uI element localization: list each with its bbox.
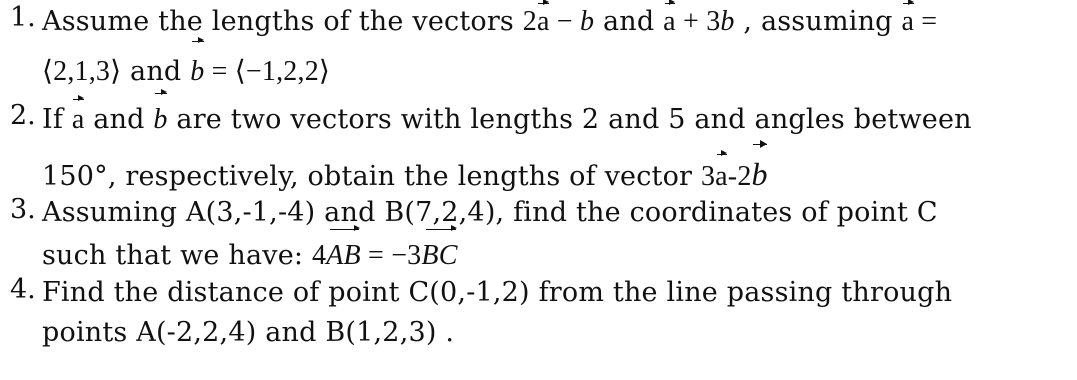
vector-a: a xyxy=(901,2,914,42)
problem-number: 2. xyxy=(10,100,36,131)
math: + 3 xyxy=(675,6,721,37)
vector-b: b xyxy=(190,46,204,98)
problem-4 xyxy=(8,274,952,354)
math: − xyxy=(549,6,581,37)
problem-number: 4. xyxy=(10,274,36,305)
text: Find the distance of point C(0,-1,2) from the line passing through xyxy=(42,277,953,308)
text: and xyxy=(84,104,154,135)
vector-b: b xyxy=(580,2,594,42)
problem-1 xyxy=(8,2,937,92)
math: 2 xyxy=(522,6,537,37)
problem-number: 3. xyxy=(10,194,36,225)
math: -2 xyxy=(727,161,752,192)
problem-2-line-2 xyxy=(42,150,972,194)
math: = xyxy=(914,6,938,37)
text: , assuming xyxy=(734,6,902,37)
text: If xyxy=(42,104,72,135)
vector-b: b xyxy=(720,2,734,42)
text: Assuming A(3,-1,-4) and B(7,2,4), find the coordinates of point C xyxy=(42,197,938,228)
text: and xyxy=(121,56,191,87)
math: 4 xyxy=(311,240,327,271)
text: Assume the lengths of the vectors xyxy=(42,6,523,37)
problem-4-line-1 xyxy=(42,274,952,312)
math: 3 xyxy=(700,161,716,192)
text: such that we have: xyxy=(42,240,312,271)
vector-b: b xyxy=(153,98,167,142)
problem-2-line-1 xyxy=(42,98,972,150)
vector-a: a xyxy=(715,153,728,201)
vector-ab: AB xyxy=(326,234,361,278)
problem-1-line-2 xyxy=(42,46,937,92)
text: points A(-2,2,4) and B(1,2,3) . xyxy=(42,317,455,348)
vector-b: b xyxy=(752,150,768,198)
text: and xyxy=(594,6,664,37)
text: 150°, respectively, obtain the lengths of vector xyxy=(42,161,701,192)
problem-1-line-1 xyxy=(42,2,937,46)
problem-4-line-2 xyxy=(42,312,952,354)
vector-bc: BC xyxy=(421,234,457,278)
problem-number: 1. xyxy=(10,2,36,33)
math: ⟨2,1,3⟩ xyxy=(42,56,122,87)
problem-2 xyxy=(8,98,972,194)
math: = −3 xyxy=(360,240,422,271)
problem-3-line-1 xyxy=(42,194,938,234)
vector-a: a xyxy=(663,2,676,42)
problem-3-line-2 xyxy=(42,234,938,276)
vector-a: a xyxy=(537,2,550,42)
text: are two vectors with lengths 2 and 5 and angles between xyxy=(167,104,972,135)
problem-3 xyxy=(8,194,938,276)
math: = ⟨−1,2,2⟩ xyxy=(204,56,331,87)
vector-a: a xyxy=(72,98,85,142)
